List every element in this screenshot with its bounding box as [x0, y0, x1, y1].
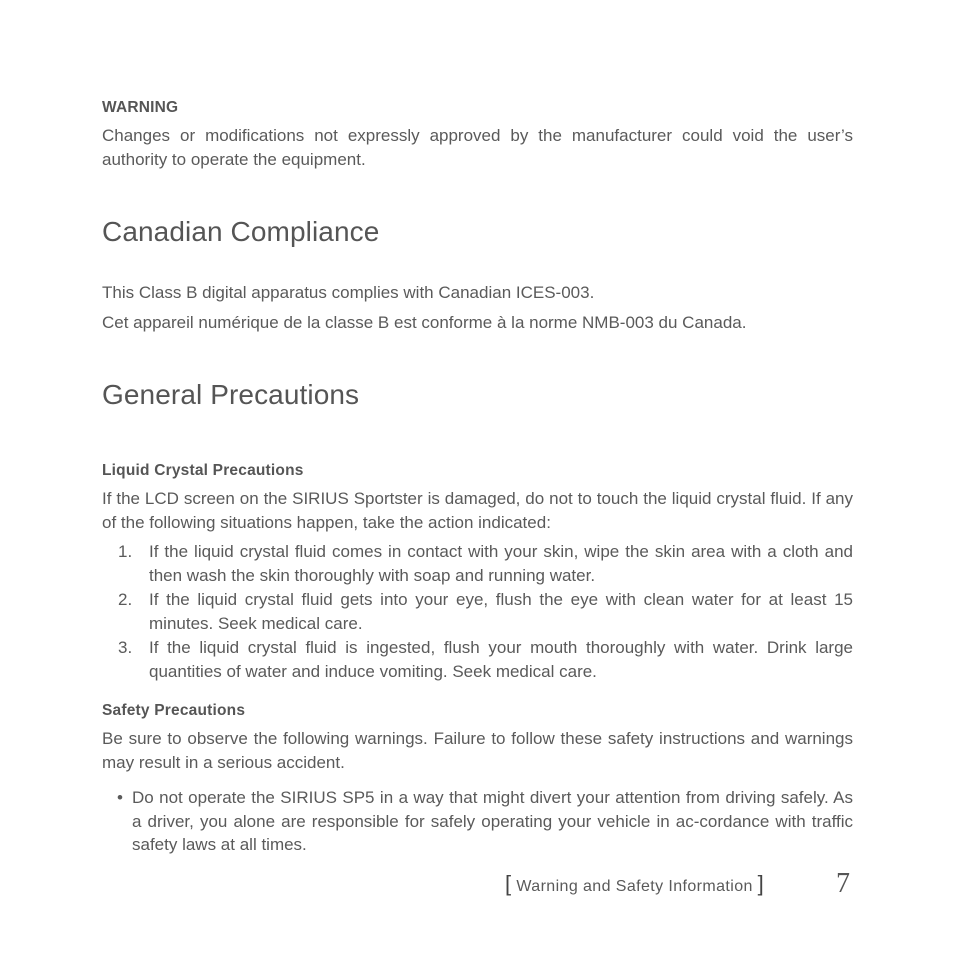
- safety-intro-block: [102, 727, 853, 774]
- bullet-icon: •: [117, 788, 123, 807]
- safety-intro: Be sure to observe the following warnings. Failure to follow these safety instructions and warnings may result in a serious accident.: [102, 729, 853, 772]
- list-number: 1.: [118, 542, 133, 561]
- list-text: Do not operate the SIRIUS SP5 in a way that might divert your attention from driving safely. As a driver, you alone are responsible for safely operating your vehicle in ac-cordance with traffic safety laws at all times.: [132, 788, 853, 854]
- warning-label: WARNING: [102, 99, 179, 116]
- liquid-list: [102, 540, 853, 683]
- list-item: [102, 588, 853, 635]
- canadian-line-french: Cet appareil numérique de la classe B est conforme à la norme NMB-003 du Canada.: [102, 312, 747, 332]
- list-item: [102, 636, 853, 683]
- safety-list: [102, 786, 853, 857]
- open-bracket: [: [505, 871, 512, 896]
- liquid-intro-block: [102, 487, 853, 534]
- footer-section-title: [505, 871, 764, 897]
- list-number: 3.: [118, 638, 133, 657]
- canadian-heading: Canadian Compliance: [102, 216, 380, 247]
- canadian-heading-block: [102, 216, 853, 248]
- footer-section-text: Warning and Safety Information: [516, 878, 753, 895]
- list-item: [102, 540, 853, 587]
- list-text: If the liquid crystal fluid is ingested, flush your mouth thoroughly with water. Drink large quantities of water and induce vomiting. Seek medical care.: [149, 638, 853, 681]
- warning-text: Changes or modifications not expressly approved by the manufacturer could void the user’s authority to operate the equipment.: [102, 126, 853, 169]
- list-item: [102, 786, 853, 857]
- list-number: 2.: [118, 590, 133, 609]
- liquid-intro: If the LCD screen on the SIRIUS Sportster is damaged, do not to touch the liquid crystal fluid. If any of the following situations happen, take the action indicated:: [102, 489, 853, 532]
- canadian-line-english: This Class B digital apparatus complies with Canadian ICES-003.: [102, 283, 595, 302]
- canadian-body: [102, 281, 853, 334]
- safety-label-block: [102, 702, 853, 720]
- warning-section: [102, 99, 853, 117]
- warning-text-block: [102, 124, 853, 171]
- general-heading: General Precautions: [102, 379, 360, 410]
- close-bracket: ]: [757, 871, 765, 896]
- list-text: If the liquid crystal fluid comes in contact with your skin, wipe the skin area with a cloth and then wash the skin thoroughly with soap and running water.: [149, 542, 853, 585]
- list-text: If the liquid crystal fluid gets into your eye, flush the eye with clean water for at least 15 minutes. Seek medical care.: [149, 590, 853, 633]
- liquid-label-block: [102, 462, 853, 480]
- page-number: 7: [836, 868, 850, 899]
- liquid-label: Liquid Crystal Precautions: [102, 462, 304, 479]
- general-heading-block: [102, 379, 853, 411]
- safety-label: Safety Precautions: [102, 702, 246, 719]
